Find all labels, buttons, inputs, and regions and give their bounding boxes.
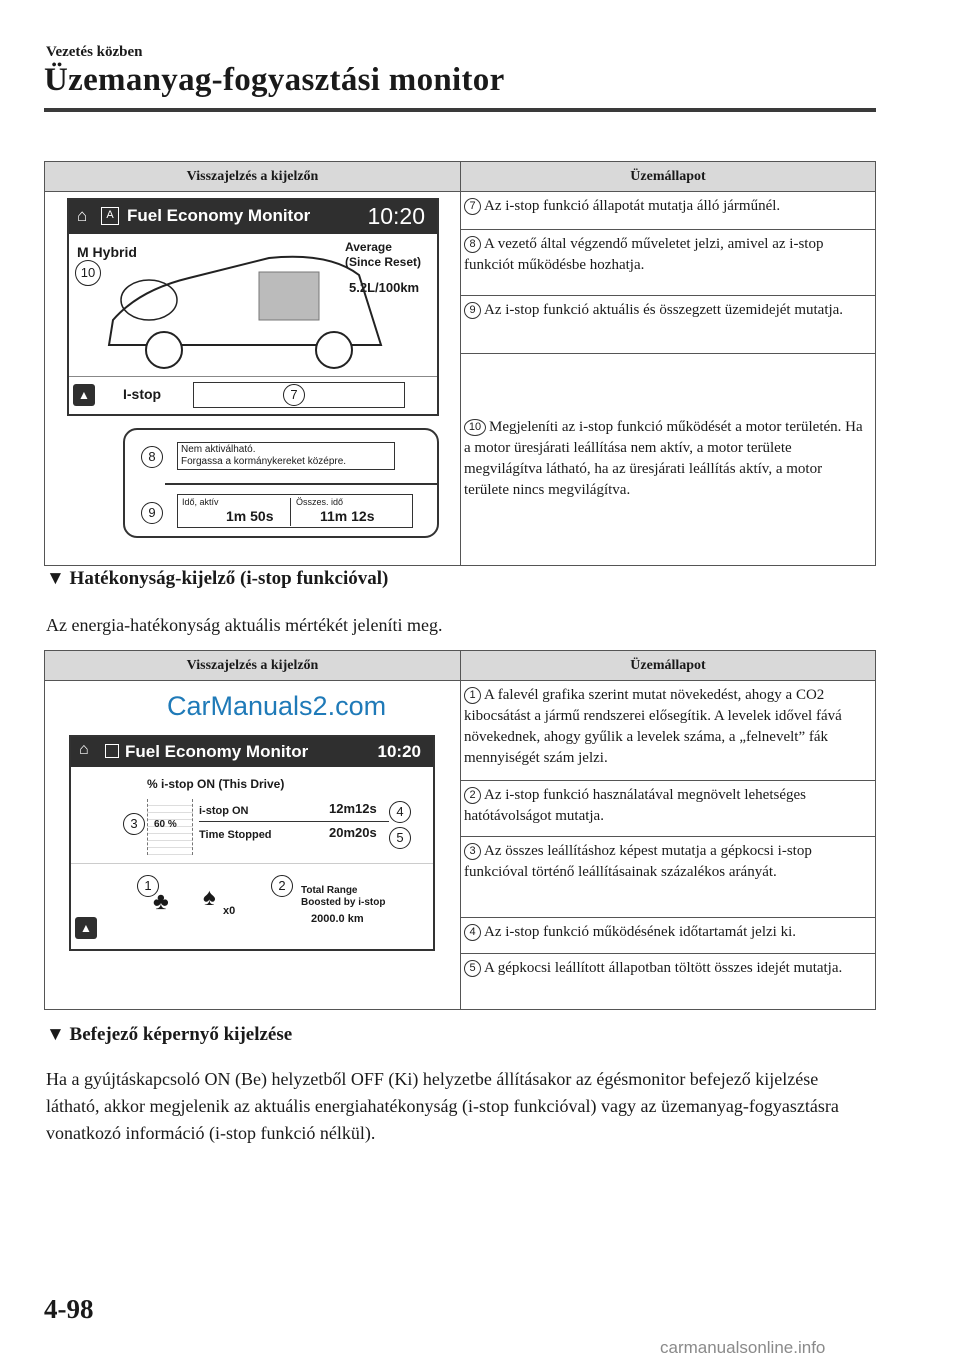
number-8-icon: 8 bbox=[464, 236, 481, 253]
table1-row-7 bbox=[461, 192, 876, 230]
efficiency-screen bbox=[69, 735, 435, 951]
time-active-label: Idő, aktív bbox=[182, 497, 219, 507]
istop-status-table bbox=[44, 161, 876, 566]
number-5-icon: 5 bbox=[464, 960, 481, 977]
battery-grid-icon bbox=[259, 272, 319, 320]
table2-row-3-text: Az összes leállításhoz képest mutatja a gépkocsi i-stop funkcióval történő leállításainak százalékos arányát. bbox=[464, 843, 812, 881]
table2-row-1 bbox=[461, 681, 876, 781]
screen-header bbox=[69, 200, 437, 234]
home-icon: ⌂ bbox=[77, 206, 88, 225]
screen-title: Fuel Economy Monitor bbox=[127, 206, 311, 225]
table2-row-5-text: A gépkocsi leállított állapotban töltött összes idejét mutatja. bbox=[484, 959, 843, 976]
istop-message-line2: Forgassa a kormánykereket középre. bbox=[181, 456, 347, 467]
title-divider bbox=[44, 108, 876, 112]
istop-on-divider bbox=[199, 821, 389, 822]
end-screen-body: Ha a gyújtáskapcsoló ON (Be) helyzetből OFF (Ki) helyzetbe állításakor az égésmonitor befejező kijelzése látható, akkor megjelenik az aktuális energiahatékonyság (i-stop funkcióval) vagy az üzemanyag-fogyasztásra vonatkozó információ (i-stop funkció nélkül). bbox=[46, 1069, 839, 1143]
istop-on-value: 12m12s bbox=[329, 801, 377, 816]
istop-screen bbox=[67, 198, 439, 416]
section-heading-efficiency: ▼ Hatékonyság-kijelző (i-stop funkcióval) bbox=[46, 568, 389, 589]
time-box bbox=[177, 494, 413, 528]
efficiency-intro: Az energia-hatékonyság aktuális mértékét jeleníti meg. bbox=[46, 615, 443, 635]
istop-zoom-panel bbox=[123, 428, 439, 538]
table2-header-state: Üzemállapot bbox=[461, 651, 876, 681]
auto-icon: A bbox=[101, 207, 119, 225]
average-value: 5.2L/100km bbox=[349, 280, 420, 295]
istop-screen-illustration bbox=[45, 192, 461, 566]
table2-row-3 bbox=[461, 837, 876, 917]
screen-clock: 10:20 bbox=[377, 742, 421, 761]
table2-row-2-text: Az i-stop funkció használatával megnövelt lehetséges hatótávolságot mutatja. bbox=[464, 787, 806, 825]
callout-3-icon: 3 bbox=[123, 813, 145, 835]
istop-message-box bbox=[177, 442, 395, 470]
table2-row-2 bbox=[461, 781, 876, 837]
time-total-label: Összes. idő bbox=[296, 497, 344, 507]
section-label: Vezetés közben bbox=[46, 44, 143, 60]
average-label-line2: (Since Reset) bbox=[345, 255, 422, 269]
number-4-icon: 4 bbox=[464, 924, 481, 941]
time-total-value: 11m 12s bbox=[320, 508, 375, 524]
efficiency-screen-illustration bbox=[45, 681, 461, 1010]
sprout-icon: ♣ bbox=[153, 889, 169, 915]
mode-label: M Hybrid bbox=[77, 244, 137, 260]
table2-row-4-text: Az i-stop funkció működésének időtartamát jelzi ki. bbox=[484, 923, 796, 940]
table2-row-1-text: A falevél grafika szerint mutat növekedést, ahogy a CO2 kibocsátást a jármű rendszerei elősegítik. A levelek idővel fává növekednek, ahogy gyűlik a levelek száma, a „felnevelt” fák mennyiségét szám jelzi. bbox=[464, 687, 842, 766]
number-10-icon: 10 bbox=[464, 419, 486, 436]
number-7-icon: 7 bbox=[464, 198, 481, 215]
car-icon bbox=[99, 250, 389, 370]
table1-row-10 bbox=[461, 354, 876, 566]
zoom-divider bbox=[165, 483, 437, 485]
table1-row-8 bbox=[461, 230, 876, 296]
table1-row-10-text: Megjeleníti az i-stop funkció működését a motor területén. Ha a motor üresjárati leállítása nem aktív, a motor területe megvilágítva látható, ha az üresjárati leállítás aktív, a motor területe nincs megvilágítva. bbox=[464, 419, 863, 498]
time-stopped-value: 20m20s bbox=[329, 825, 377, 840]
istop-bar bbox=[69, 376, 437, 414]
range-value: 2000.0 km bbox=[311, 913, 364, 925]
efficiency-table bbox=[44, 650, 876, 1010]
carmanuals-watermark: CarManuals2.com bbox=[167, 691, 387, 721]
range-label bbox=[301, 885, 385, 909]
callout-1-icon: 1 bbox=[137, 875, 159, 897]
number-1-icon: 1 bbox=[464, 687, 481, 704]
pct-title: % i-stop ON (This Drive) bbox=[147, 777, 285, 791]
leaf-icon: ♠ bbox=[203, 885, 216, 911]
range-label-line1: Total Range bbox=[301, 885, 358, 896]
average-label-line1: Average bbox=[345, 240, 392, 254]
auto-icon bbox=[105, 744, 119, 758]
pct-value: 60 % bbox=[154, 819, 177, 830]
time-divider bbox=[290, 498, 291, 526]
table2-row-4 bbox=[461, 917, 876, 953]
table2-row-5 bbox=[461, 953, 876, 1009]
footer-watermark: carmanualsonline.info bbox=[660, 1338, 826, 1357]
callout-9-icon: 9 bbox=[141, 502, 163, 524]
screen-title: Fuel Economy Monitor bbox=[125, 742, 309, 761]
number-3-icon: 3 bbox=[464, 843, 481, 860]
istop-message-line1: Nem aktiválható. bbox=[181, 444, 256, 455]
table1-row-7-text: Az i-stop funkció állapotát mutatja álló járműnél. bbox=[484, 198, 781, 214]
section-heading-end-screen: ▼ Befejező képernyő kijelzése bbox=[46, 1024, 293, 1045]
page-number: 4-98 bbox=[44, 1294, 94, 1324]
range-label-line2: Boosted by i-stop bbox=[301, 897, 386, 908]
engine-area-icon bbox=[121, 280, 177, 320]
table1-header-state: Üzemállapot bbox=[461, 162, 876, 192]
callout-4-icon: 4 bbox=[389, 801, 411, 823]
chevron-up-icon: ▲ bbox=[73, 384, 95, 406]
number-2-icon: 2 bbox=[464, 787, 481, 804]
page-title: Üzemanyag-fogyasztási monitor bbox=[44, 62, 505, 98]
callout-5-icon: 5 bbox=[389, 827, 411, 849]
screen-header-2 bbox=[71, 737, 433, 767]
table2-header-display: Visszajelzés a kijelzőn bbox=[45, 651, 461, 681]
callout-2-icon: 2 bbox=[271, 875, 293, 897]
table1-header-display: Visszajelzés a kijelzőn bbox=[45, 162, 461, 192]
table1-row-8-text: A vezető által végzendő műveletet jelzi, amivel az i-stop funkciót működésbe hozhatja. bbox=[464, 236, 824, 273]
table1-row-9-text: Az i-stop funkció aktuális és összegzett üzemidejét mutatja. bbox=[484, 302, 844, 318]
number-9-icon: 9 bbox=[464, 302, 481, 319]
chevron-up-icon: ▲ bbox=[75, 917, 97, 939]
istop-label: I-stop bbox=[123, 386, 162, 402]
istop-on-label: i-stop ON bbox=[199, 805, 249, 817]
screen-divider bbox=[71, 863, 433, 864]
table1-row-9 bbox=[461, 296, 876, 354]
tree-count: x0 bbox=[223, 905, 236, 917]
home-icon: ⌂ bbox=[79, 741, 89, 758]
callout-7-icon: 7 bbox=[283, 384, 305, 406]
callout-8-icon: 8 bbox=[141, 446, 163, 468]
time-stopped-label: Time Stopped bbox=[199, 829, 272, 841]
callout-10-icon: 10 bbox=[75, 260, 101, 286]
time-active-value: 1m 50s bbox=[226, 508, 274, 524]
screen-clock: 10:20 bbox=[367, 203, 425, 229]
pct-gauge bbox=[147, 799, 193, 855]
